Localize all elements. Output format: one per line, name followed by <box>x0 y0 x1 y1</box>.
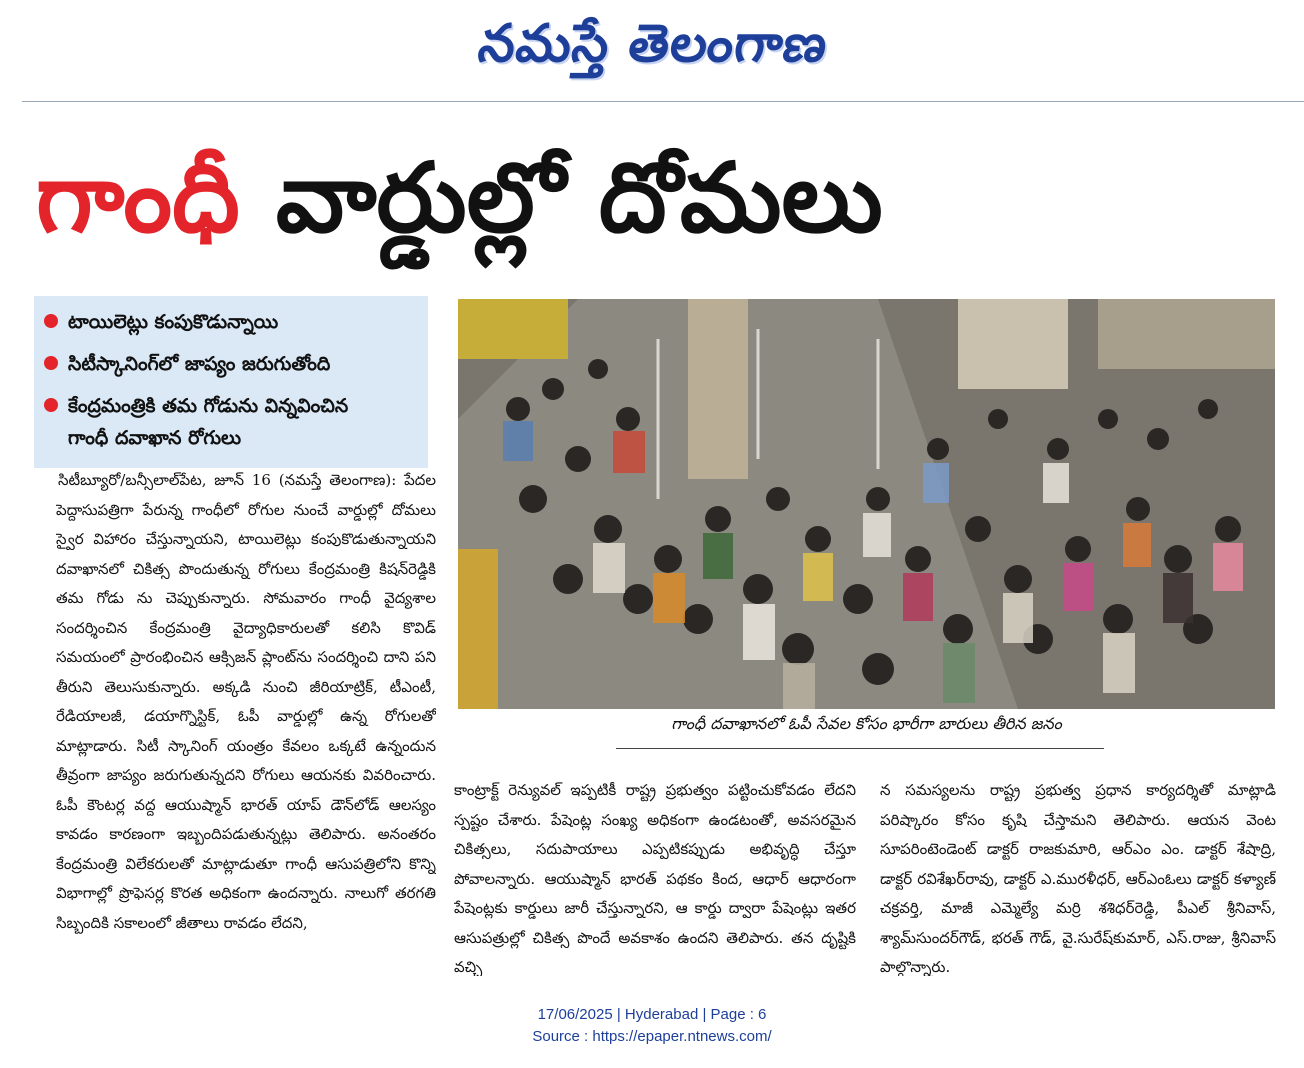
highlight-item <box>44 390 416 422</box>
news-photo <box>458 299 1275 709</box>
highlight-item <box>44 348 416 380</box>
bullet-icon <box>44 398 58 412</box>
photo-caption: గాంధీ దవాఖానలో ఓపీ సేవల కోసం భారీగా బారులు తీరిన జనం <box>671 714 1062 733</box>
caption-divider <box>616 748 1104 749</box>
article-column-2: కాంట్రాక్ట్ రెన్యువల్ ఇప్పటికీ రాష్ట్ర ప్రభుత్వం పట్టించుకోవడం లేదని స్పష్టం చేశారు. పేషెంట్ల సంఖ్య అధికంగా ఉండటంతో, అవసరమైన చికిత్సలు, సదుపాయాలు ఎప్పటికప్పుడు అభివృద్ధి చేస్తూ పోవాలన్నారు. ఆయుష్మాన్ భారత్ పథకం కింద, ఆధార్ ఆధారంగా పేషెంట్లకు కార్డులు జారీ చేస్తున్నారని, ఆ కార్డు ద్వారా పేషెంట్లు ఇతర ఆసుపత్రుల్లో చికిత్స పొందే అవకాశం ఉందని తెలిపారు. తన దృష్టికి వచ్చి <box>454 781 856 976</box>
article-column-1: సిటీబ్యూరో/బన్సీలాల్‌పేట, జూన్ 16 (నమస్తే తెలంగాణ): పేదల పెద్దాసుపత్రిగా పేరున్న గాంధీలో రోగుల నుంచే వార్డుల్లో దోమలు స్వైర విహారం చేస్తున్నాయని, టాయిలెట్లు కంపుకొడుతున్నాయని దవాఖానలో చికిత్స పొందుతున్న రోగులు కేంద్రమంత్రి కిషన్‌రెడ్డికి తమ గోడు ను చెప్పుకున్నారు. సోమవారం గాంధీ వైద్యశాల సందర్శించిన కేంద్రమంత్రి వైద్యాధికారులతో కలిసి కొవిడ్ సమయంలో ప్రారంభించిన ఆక్సిజన్ ప్లాంట్‌ను సందర్శించి దాని పని తీరుని తెలుసుకున్నారు. అక్కడి నుంచి జీరియాట్రిక్, టీఎంటీ, రేడియాలజీ, డయాగ్నొస్టిక్, ఓపీ వార్డుల్లో ఉన్న రోగులతో మాట్లాడారు. సిటీ స్కానింగ్ యంత్రం కేవలం ఒక్కటే ఉన్నందున తీవ్రంగా జాప్యం జరుగుతున్నదని రోగులు ఆయనకు వివరించారు. ఓపీ కౌంటర్ల వద్ద ఆయుష్మాన్ భారత్ యాప్ డౌన్‌లోడ్ ఆలస్యం కావడం కారణంగా ఇబ్బందిపడుతున్నట్లు తెలిపారు. అనంతరం కేంద్రమంత్రి విలేకరులతో మాట్లాడుతూ గాంధీ ఆసుపత్రిలోని కొన్ని విభాగాల్లో ప్రొఫెసర్ల కొరత అధికంగా ఉందన్నారు. నాలుగో తరగతి సిబ్బందికి సకాలంలో జీతాలు రావడం లేదని, <box>56 471 436 932</box>
highlight-continuation: గాంధీ దవాఖాన రోగులు <box>68 427 242 449</box>
bullet-icon <box>44 314 58 328</box>
masthead-divider <box>22 101 1304 102</box>
headline-black-part: వార్డుల్లో దోమలు <box>275 142 883 254</box>
footer-date-line: 17/06/2025 | Hyderabad | Page : 6 <box>537 1006 767 1023</box>
footer <box>0 1004 1304 1048</box>
highlights-box <box>34 296 428 468</box>
masthead-logo: నమస్తే తెలంగాణ <box>474 13 832 74</box>
highlight-text: టాయిలెట్లు కంపుకొడున్నాయి <box>68 311 279 333</box>
article-column-3: న సమస్యలను రాష్ట్ర ప్రభుత్వ ప్రధాన కార్యదర్శితో మాట్లాడి పరిష్కారం కోసం కృషి చేస్తామని తెలిపారు. ఆయన వెంట సూపరింటెండెంట్ డాక్టర్ రాజకుమారి, ఆర్ఎం ఎం. డాక్టర్ శేషాద్రి, డాక్టర్ రవిశేఖర్‌రావు, డాక్టర్ ఎ.మురళీధర్, ఆర్ఎంఓలు డాక్టర్ కళ్యాణ్ చక్రవర్తి, మాజీ ఎమ్మెల్యే మర్రి శశిధర్‌రెడ్డి, పీఎల్ శ్రీనివాస్, శ్యామ్‌సుందర్‌గౌడ్, భరత్ గౌడ్, వై.సురేష్‌కుమార్, ఎస్.రాజు, శ్రీనివాస్ పాల్గొన్నారు. <box>880 781 1276 976</box>
footer-source-line: Source : https://epaper.ntnews.com/ <box>532 1028 772 1045</box>
bullet-icon <box>44 356 58 370</box>
headline <box>36 140 1286 280</box>
masthead <box>0 0 1304 100</box>
highlight-text: కేంద్రమంత్రికి తమ గోడును విన్నవించిన <box>68 395 349 417</box>
highlight-text: సిటీస్కానింగ్‌లో జాప్యం జరుగుతోంది <box>68 353 331 375</box>
highlight-item <box>44 306 416 338</box>
headline-red-part: గాంధీ <box>36 142 240 254</box>
crowd-photo-illustration <box>458 299 1275 709</box>
